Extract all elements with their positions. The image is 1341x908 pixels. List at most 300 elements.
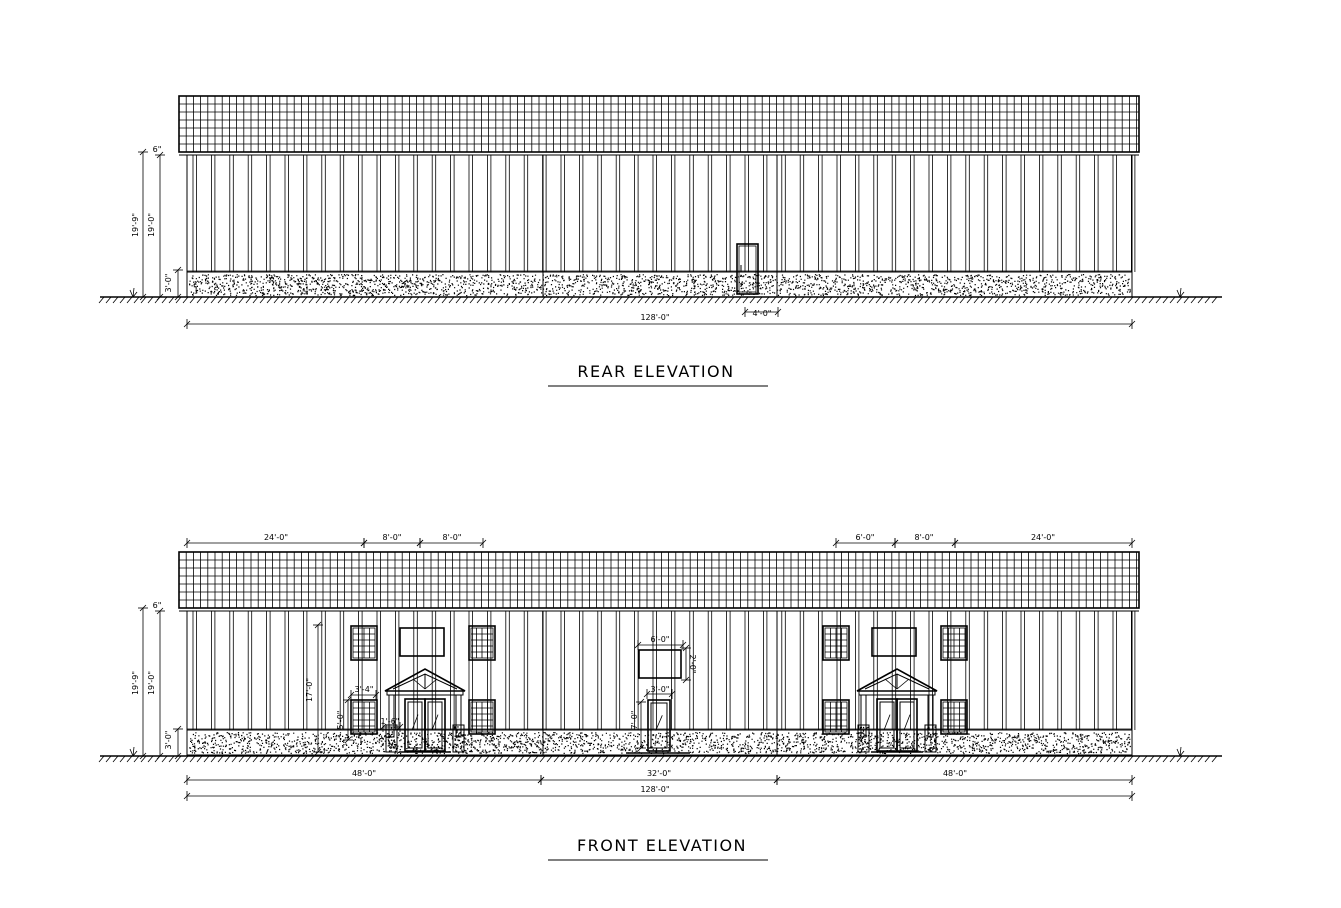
hatch-mark: [869, 756, 874, 762]
front-porch-width-dim: 3'-4": [354, 685, 374, 694]
gable-strut: [425, 679, 437, 689]
hatch-mark: [1086, 756, 1091, 762]
hatch-mark: [575, 756, 580, 762]
wall-ribs: [193, 155, 1135, 272]
hatch-mark: [99, 297, 104, 303]
hatch-mark: [379, 297, 384, 303]
hatch-mark: [491, 756, 496, 762]
gable-strut: [413, 679, 425, 689]
hatch-mark: [456, 297, 461, 303]
hatch-mark: [911, 756, 916, 762]
hatch-mark: [540, 297, 545, 303]
hatch-mark: [764, 756, 769, 762]
hatch-mark: [197, 297, 202, 303]
hatch-mark: [1016, 756, 1021, 762]
hatch-mark: [631, 756, 636, 762]
hatch-mark: [281, 297, 286, 303]
hatch-mark: [519, 297, 524, 303]
hatch-mark: [1191, 756, 1196, 762]
hatch-mark: [316, 756, 321, 762]
hatch-mark: [848, 756, 853, 762]
hatch-mark: [309, 756, 314, 762]
hatch-mark: [1023, 756, 1028, 762]
hatch-mark: [736, 756, 741, 762]
hatch-mark: [225, 756, 230, 762]
roof-tile-grid: [179, 552, 1139, 608]
hatch-mark: [134, 756, 139, 762]
roof: [179, 96, 1139, 155]
hatch-mark: [834, 297, 839, 303]
hatch-mark: [435, 297, 440, 303]
hatch-mark: [967, 756, 972, 762]
hatch-mark: [799, 756, 804, 762]
hatch-mark: [1058, 297, 1063, 303]
hatch-mark: [295, 756, 300, 762]
hatch-mark: [624, 756, 629, 762]
hatch-mark: [526, 297, 531, 303]
front-center-door-width-dim: 3'-0": [650, 685, 670, 694]
hatch-mark: [400, 756, 405, 762]
front-roof-overhang-dim: 6": [152, 601, 162, 610]
hatch-mark: [183, 297, 188, 303]
hatch-mark: [148, 756, 153, 762]
rear-overall-height-dim: 19'-9": [131, 212, 140, 238]
hatch-mark: [729, 756, 734, 762]
hatch-mark: [260, 297, 265, 303]
hatch-mark: [1149, 297, 1154, 303]
door-glass: [651, 703, 667, 748]
hatch-mark: [680, 297, 685, 303]
grass-tuft-icon: [1177, 288, 1184, 297]
roof: [179, 552, 1139, 611]
front-door-height-dim: 5'-0": [336, 710, 345, 730]
hatch-mark: [995, 756, 1000, 762]
hatch-mark: [498, 297, 503, 303]
front-wainscot-dimline: [173, 726, 183, 759]
hatch-mark: [995, 297, 1000, 303]
hatch-mark: [1128, 297, 1133, 303]
hatch-mark: [946, 756, 951, 762]
hatch-mark: [1016, 297, 1021, 303]
hatch-mark: [337, 297, 342, 303]
hatch-mark: [869, 297, 874, 303]
hatch-mark: [603, 756, 608, 762]
hatch-mark: [1170, 756, 1175, 762]
hatch-mark: [477, 297, 482, 303]
grass-blade: [130, 290, 133, 297]
hatch-mark: [813, 756, 818, 762]
hatch-mark: [99, 756, 104, 762]
hatch-mark: [1212, 756, 1217, 762]
front-overall-length-dim: 128'-0": [640, 785, 670, 794]
hatch-mark: [1044, 756, 1049, 762]
glass-door: [405, 699, 425, 751]
hatch-mark: [1114, 297, 1119, 303]
gable-strut: [897, 679, 909, 689]
hatch-mark: [442, 756, 447, 762]
hatch-mark: [554, 297, 559, 303]
hatch-mark: [897, 756, 902, 762]
rear-door-width-dim: 4'-0": [752, 309, 772, 318]
hatch-mark: [708, 756, 713, 762]
hatch-mark: [449, 756, 454, 762]
hatch-mark: [841, 756, 846, 762]
ground-hatch: [99, 297, 1217, 303]
hatch-mark: [981, 297, 986, 303]
hatch-mark: [610, 297, 615, 303]
hatch-mark: [631, 297, 636, 303]
hatch-mark: [659, 756, 664, 762]
gable-strut: [885, 679, 897, 689]
hatch-mark: [1079, 297, 1084, 303]
hatch-mark: [358, 297, 363, 303]
hatch-mark: [855, 756, 860, 762]
rear-elevation-graphics: [99, 96, 1222, 329]
hatch-mark: [918, 756, 923, 762]
hatch-mark: [260, 756, 265, 762]
hatch-mark: [204, 756, 209, 762]
hatch-mark: [561, 756, 566, 762]
hatch-mark: [372, 297, 377, 303]
hatch-mark: [302, 297, 307, 303]
hatch-mark: [127, 756, 132, 762]
hatch-mark: [708, 297, 713, 303]
hatch-mark: [1023, 297, 1028, 303]
hatch-mark: [680, 756, 685, 762]
hatch-mark: [792, 297, 797, 303]
rear-wall-height-dim: 19'-0": [147, 212, 156, 238]
hatch-mark: [554, 756, 559, 762]
ground-line: [99, 297, 1222, 303]
hatch-mark: [491, 297, 496, 303]
wainscot-stone-texture: [189, 274, 1131, 296]
door-glass: [900, 702, 914, 748]
hatch-mark: [792, 756, 797, 762]
hatch-mark: [421, 297, 426, 303]
hatch-mark: [974, 297, 979, 303]
hatch-mark: [407, 756, 412, 762]
hatch-mark: [848, 297, 853, 303]
hatch-mark: [652, 756, 657, 762]
hatch-mark: [484, 756, 489, 762]
hatch-mark: [820, 756, 825, 762]
front-wainscot-height-dim: 3'-0": [164, 730, 173, 750]
rear-elevation-title: REAR ELEVATION: [577, 362, 735, 381]
hatch-mark: [785, 756, 790, 762]
hatch-mark: [932, 756, 937, 762]
front-sign-height-dim: 17'-0": [305, 677, 314, 703]
hatch-mark: [638, 297, 643, 303]
grass-blade: [1177, 749, 1180, 756]
hatch-mark: [603, 297, 608, 303]
hatch-mark: [1156, 297, 1161, 303]
hatch-mark: [190, 297, 195, 303]
hatch-mark: [393, 756, 398, 762]
hatch-mark: [1065, 756, 1070, 762]
hatch-mark: [904, 756, 909, 762]
hatch-mark: [967, 297, 972, 303]
window: [823, 626, 849, 660]
hatch-mark: [799, 297, 804, 303]
hatch-mark: [988, 756, 993, 762]
hatch-mark: [470, 297, 475, 303]
hatch-mark: [764, 297, 769, 303]
hatch-mark: [645, 297, 650, 303]
hatch-mark: [526, 756, 531, 762]
wall: [187, 611, 1135, 755]
hatch-mark: [652, 297, 657, 303]
hatch-mark: [218, 297, 223, 303]
rear-wainscot-dimline: [173, 267, 183, 300]
hatch-mark: [400, 297, 405, 303]
hatch-mark: [960, 297, 965, 303]
hatch-mark: [323, 297, 328, 303]
hatch-mark: [806, 297, 811, 303]
hatch-mark: [1177, 297, 1182, 303]
entry-porch: [857, 669, 937, 752]
rear-wainscot-height-dim: 3'-0": [164, 273, 173, 293]
front-center-door-height-dim: 7'-0": [630, 710, 639, 730]
hatch-mark: [673, 297, 678, 303]
hatch-mark: [771, 297, 776, 303]
front-sign-width-dim: 6'-0": [650, 635, 670, 644]
hatch-mark: [1072, 297, 1077, 303]
hatch-mark: [253, 297, 258, 303]
hatch-mark: [1072, 756, 1077, 762]
hatch-mark: [883, 297, 888, 303]
hatch-mark: [1163, 297, 1168, 303]
hatch-mark: [463, 756, 468, 762]
hatch-mark: [239, 756, 244, 762]
hatch-mark: [330, 297, 335, 303]
glass-reflection: [432, 715, 438, 731]
hatch-mark: [953, 756, 958, 762]
hatch-mark: [1093, 756, 1098, 762]
hatch-mark: [1030, 756, 1035, 762]
hatch-mark: [582, 756, 587, 762]
hatch-mark: [428, 297, 433, 303]
hatch-mark: [1121, 297, 1126, 303]
wall: [187, 155, 1135, 297]
hatch-mark: [813, 297, 818, 303]
hatch-mark: [281, 756, 286, 762]
hatch-mark: [421, 756, 426, 762]
hatch-mark: [1009, 756, 1014, 762]
hatch-mark: [547, 297, 552, 303]
hatch-mark: [211, 297, 216, 303]
front-bay-dim-center: 32'-0": [646, 769, 672, 778]
hatch-mark: [638, 756, 643, 762]
window: [351, 626, 377, 660]
door-glass: [408, 702, 422, 748]
hatch-mark: [1065, 297, 1070, 303]
hatch-mark: [925, 297, 930, 303]
hatch-mark: [1156, 756, 1161, 762]
hatch-mark: [239, 297, 244, 303]
hatch-mark: [974, 756, 979, 762]
hatch-mark: [169, 756, 174, 762]
hatch-mark: [841, 297, 846, 303]
front-wall-height-dim: 19'-0": [147, 670, 156, 696]
front-top-dim-8-left-b: 8'-0": [442, 533, 462, 542]
hatch-mark: [743, 756, 748, 762]
hatch-mark: [1100, 756, 1105, 762]
hatch-mark: [1002, 756, 1007, 762]
glass-reflection: [904, 715, 910, 731]
hatch-mark: [575, 297, 580, 303]
hatch-mark: [1163, 756, 1168, 762]
hatch-mark: [393, 297, 398, 303]
ground-line: [99, 756, 1222, 762]
hatch-mark: [386, 297, 391, 303]
hatch-mark: [750, 297, 755, 303]
hatch-mark: [267, 297, 272, 303]
hatch-mark: [386, 756, 391, 762]
hatch-mark: [1128, 756, 1133, 762]
hatch-mark: [904, 297, 909, 303]
glass-door: [425, 699, 445, 751]
hatch-mark: [750, 756, 755, 762]
hatch-mark: [722, 297, 727, 303]
hatch-mark: [687, 297, 692, 303]
hatch-mark: [1198, 756, 1203, 762]
hatch-mark: [505, 297, 510, 303]
hatch-mark: [365, 297, 370, 303]
hatch-mark: [372, 756, 377, 762]
hatch-mark: [1093, 297, 1098, 303]
hatch-mark: [1135, 756, 1140, 762]
grass-tuft-icon: [1177, 747, 1184, 756]
hatch-mark: [582, 297, 587, 303]
hatch-mark: [666, 756, 671, 762]
hatch-mark: [232, 756, 237, 762]
hatch-mark: [1170, 297, 1175, 303]
hatch-mark: [876, 297, 881, 303]
front-top-dim-6-right: 6'-0": [855, 533, 875, 542]
hatch-mark: [946, 297, 951, 303]
hatch-mark: [960, 756, 965, 762]
hatch-mark: [568, 297, 573, 303]
front-top-dim-8-left-a: 8'-0": [382, 533, 402, 542]
rear-overall-length-dim: 128'-0": [640, 313, 670, 322]
hatch-mark: [911, 297, 916, 303]
hatch-mark: [589, 756, 594, 762]
hatch-mark: [925, 756, 930, 762]
front-bay-dim-left: 48'-0": [351, 769, 377, 778]
hatch-mark: [232, 297, 237, 303]
hatch-mark: [778, 297, 783, 303]
hatch-mark: [1107, 756, 1112, 762]
hatch-mark: [890, 756, 895, 762]
hatch-mark: [351, 297, 356, 303]
hatch-mark: [204, 297, 209, 303]
hatch-mark: [463, 297, 468, 303]
hatch-mark: [568, 756, 573, 762]
hatch-mark: [1212, 297, 1217, 303]
front-elevation-title: FRONT ELEVATION: [576, 836, 748, 855]
hatch-mark: [183, 756, 188, 762]
hatch-mark: [274, 297, 279, 303]
glass-reflection: [884, 715, 890, 731]
hatch-mark: [1107, 297, 1112, 303]
hatch-mark: [1135, 297, 1140, 303]
hatch-mark: [267, 756, 272, 762]
hatch-mark: [379, 756, 384, 762]
hatch-mark: [820, 297, 825, 303]
hatch-mark: [855, 297, 860, 303]
hatch-mark: [827, 297, 832, 303]
hatch-mark: [715, 756, 720, 762]
hatch-mark: [939, 297, 944, 303]
hatch-mark: [939, 756, 944, 762]
front-overall-height-dim: 19'-9": [131, 670, 140, 696]
hatch-mark: [1184, 297, 1189, 303]
grass-tuft-icon: [130, 747, 137, 756]
hatch-mark: [414, 297, 419, 303]
hatch-mark: [120, 756, 125, 762]
hatch-mark: [407, 297, 412, 303]
hatch-mark: [617, 297, 622, 303]
hatch-mark: [358, 756, 363, 762]
hatch-mark: [295, 297, 300, 303]
hatch-mark: [246, 297, 251, 303]
hatch-mark: [477, 756, 482, 762]
hatch-mark: [645, 756, 650, 762]
hatch-mark: [470, 756, 475, 762]
hatch-mark: [498, 756, 503, 762]
hatch-mark: [512, 756, 517, 762]
hatch-mark: [302, 756, 307, 762]
hatch-mark: [218, 756, 223, 762]
sign-panel-right: [872, 628, 916, 656]
hatch-mark: [673, 756, 678, 762]
rear-roof-overhang-dim: 6": [152, 145, 162, 154]
hatch-mark: [337, 756, 342, 762]
grass-blade: [130, 749, 133, 756]
hatch-mark: [120, 297, 125, 303]
hatch-mark: [715, 297, 720, 303]
hatch-mark: [330, 756, 335, 762]
hatch-mark: [134, 297, 139, 303]
hatch-mark: [106, 297, 111, 303]
front-sign-depth-dim: 2'-0": [688, 654, 697, 674]
hatch-mark: [1058, 756, 1063, 762]
hatch-mark: [533, 297, 538, 303]
front-bay-dim-right: 48'-0": [942, 769, 968, 778]
hatch-mark: [449, 297, 454, 303]
hatch-mark: [113, 756, 118, 762]
hatch-mark: [253, 756, 258, 762]
hatch-mark: [288, 297, 293, 303]
hatch-mark: [365, 756, 370, 762]
hatch-mark: [722, 756, 727, 762]
hatch-mark: [890, 297, 895, 303]
hatch-mark: [435, 756, 440, 762]
hatch-mark: [1100, 297, 1105, 303]
hatch-mark: [827, 756, 832, 762]
hatch-mark: [610, 756, 615, 762]
hatch-mark: [197, 756, 202, 762]
hatch-mark: [862, 756, 867, 762]
hatch-mark: [1051, 756, 1056, 762]
hatch-mark: [988, 297, 993, 303]
hatch-mark: [757, 297, 762, 303]
hatch-mark: [1030, 297, 1035, 303]
hatch-mark: [666, 297, 671, 303]
hatch-mark: [757, 756, 762, 762]
hatch-mark: [694, 756, 699, 762]
hatch-mark: [211, 756, 216, 762]
